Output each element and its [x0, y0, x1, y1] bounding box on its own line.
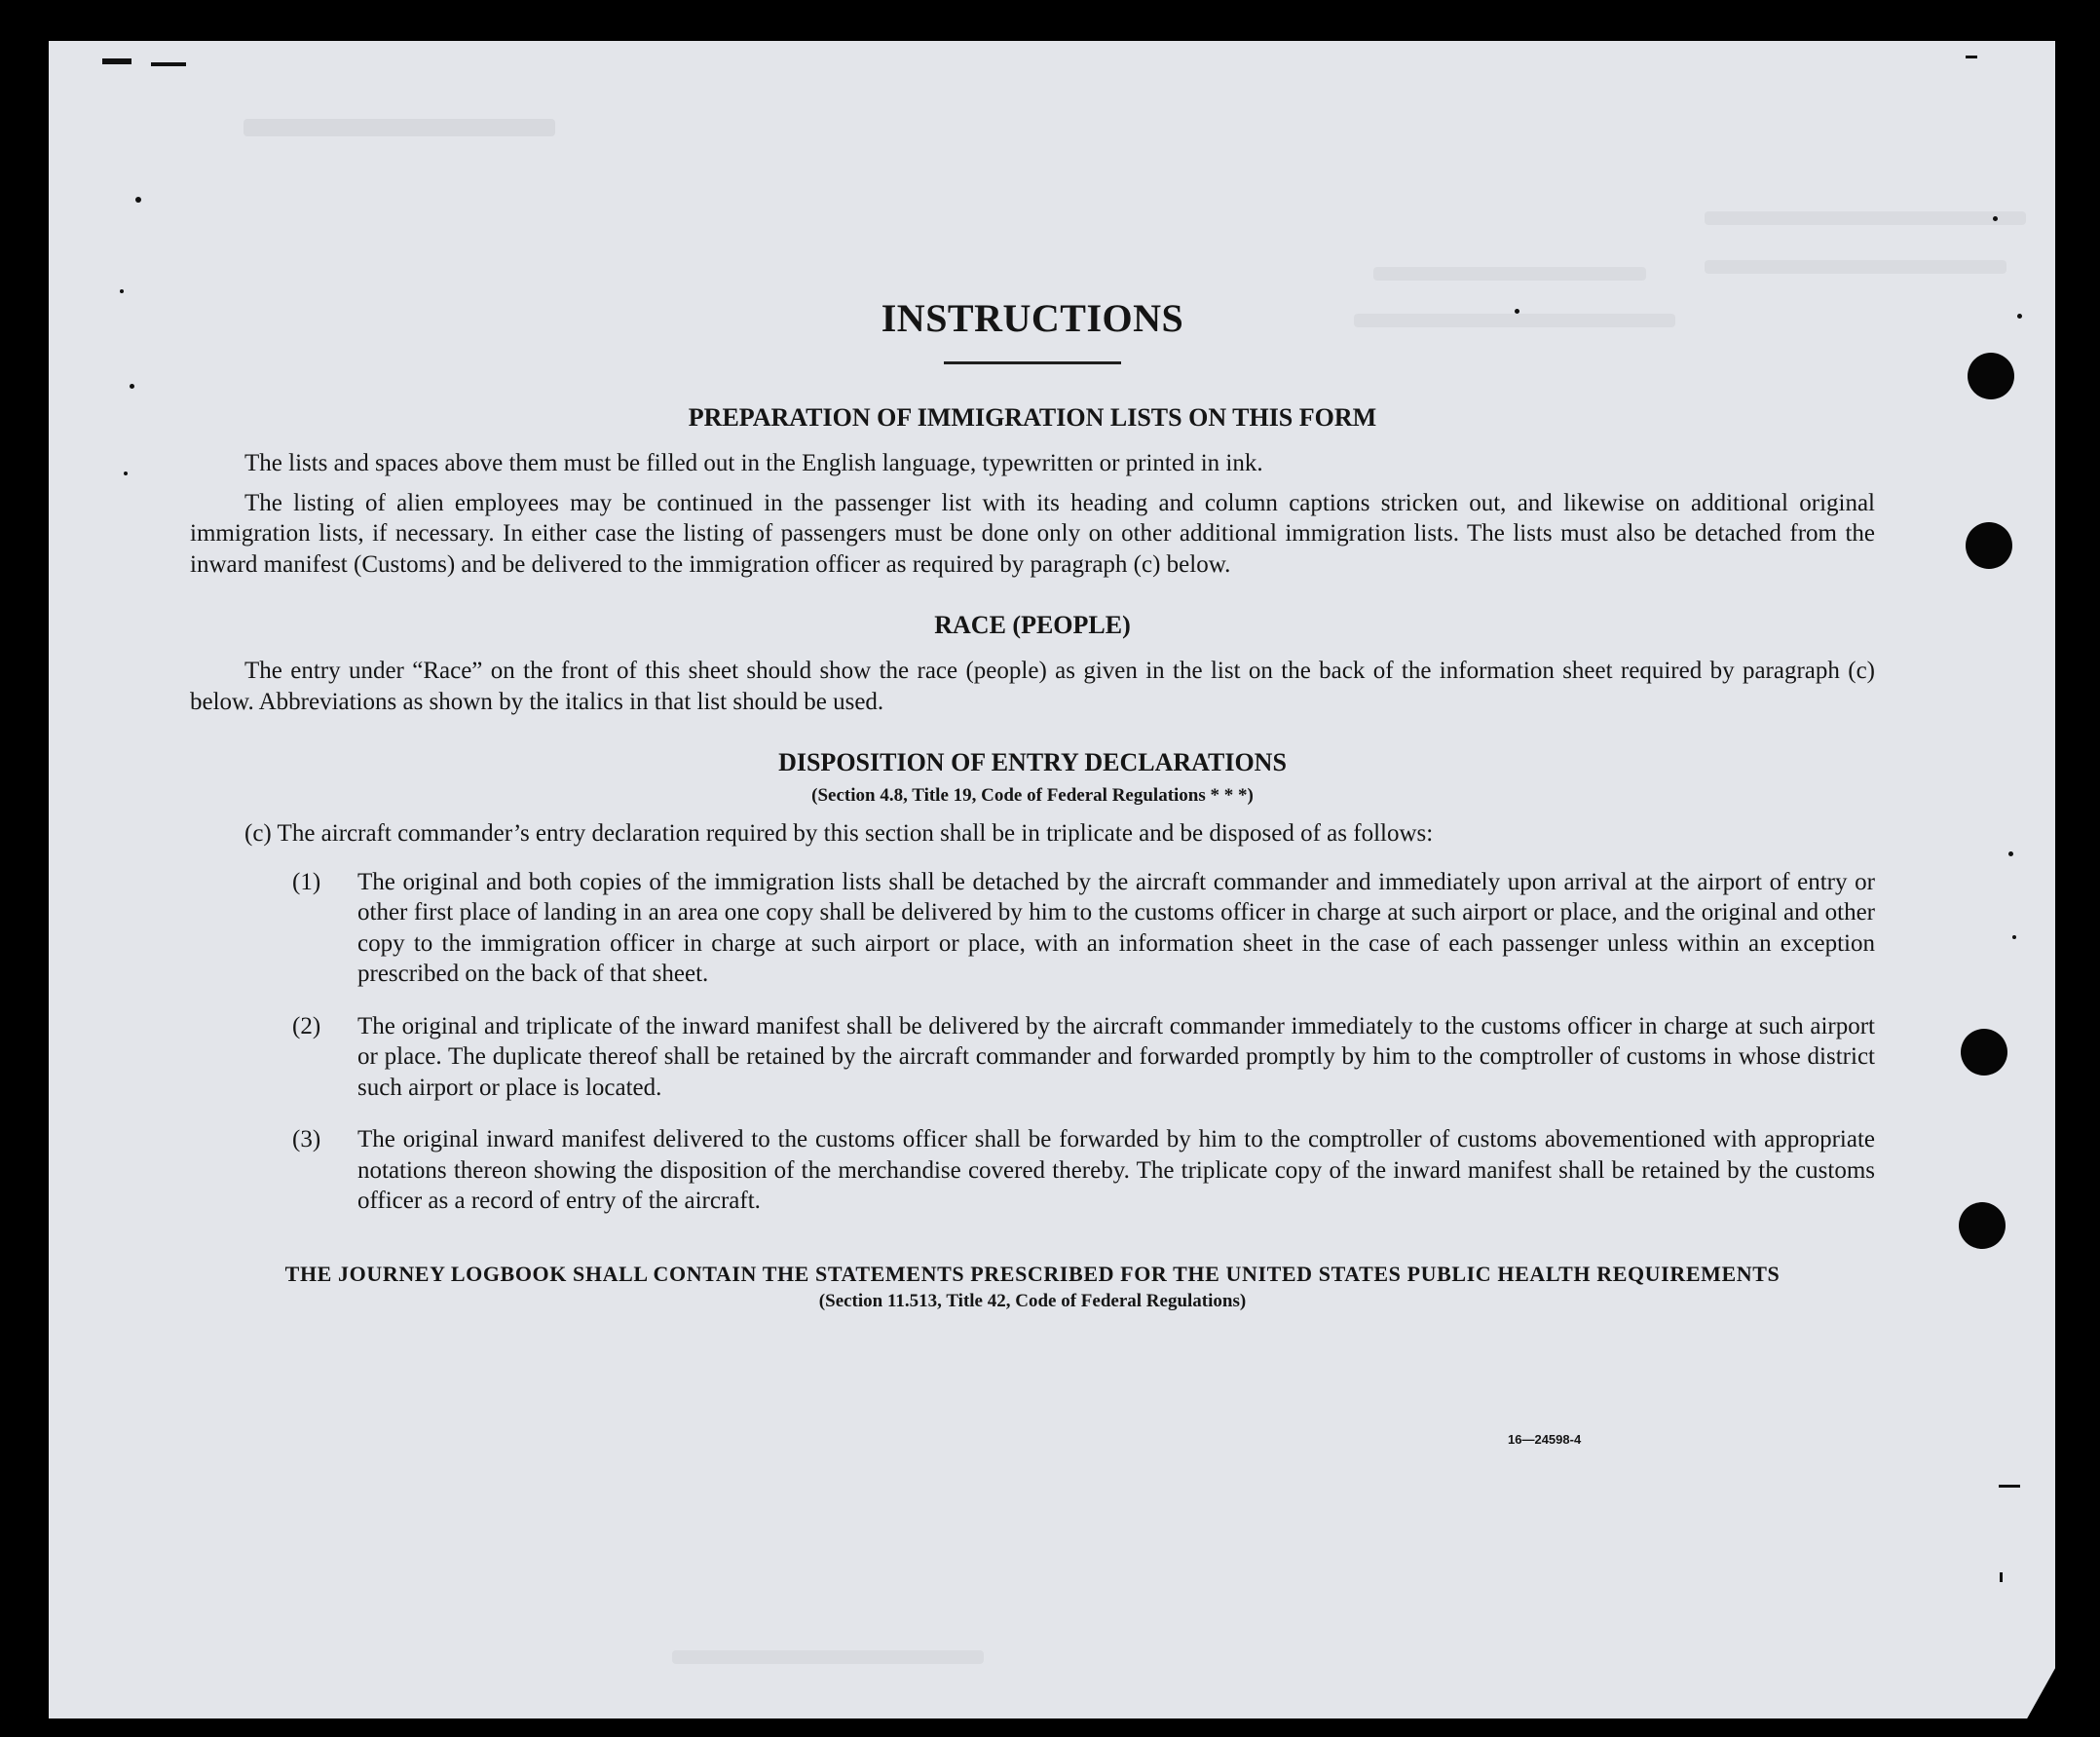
- list-item-number: (1): [292, 868, 321, 895]
- section-heading-disposition: DISPOSITION OF ENTRY DECLARATIONS: [778, 748, 1287, 776]
- list-item: [190, 1011, 1875, 1104]
- scan-mark: [151, 62, 186, 66]
- list-item-text: The original and both copies of the immigration lists shall be detached by the aircraft commander and immediately upon arrival at the airport of entry or other first place of landing in an area one copy shall be delivered by him to the customs officer in charge at such airport or place, and the original and other copy to the immigration officer in charge at such airport or place, with an information sheet in the case of each passenger unless within an exception prescribed on the back of that sheet.: [357, 868, 1875, 987]
- bleed-through-mark: [1705, 211, 2026, 225]
- list-item: [190, 1124, 1875, 1217]
- punch-hole: [1966, 522, 2012, 569]
- document-content: [190, 248, 1875, 1314]
- punch-hole: [1968, 353, 2014, 399]
- list-item-text: The original inward manifest delivered to the customs officer shall be forwarded by him to the comptroller of customs abovementioned with appropriate notations thereon showing the disposition of the merchandise covered thereby. The triplicate copy of the inward manifest shall be retained by the customs officer as a record of entry of the aircraft.: [357, 1126, 1875, 1214]
- list-item: [190, 867, 1875, 990]
- footer-citation: (Section 11.513, Title 42, Code of Federal Regulations): [818, 1290, 1247, 1311]
- scan-speck: [135, 197, 141, 203]
- scan-speck: [2012, 935, 2016, 939]
- list-item-number: (3): [292, 1126, 321, 1152]
- paragraph: The listing of alien employees may be continued in the passenger list with its heading and column captions stricken out, and likewise on additional original immigration lists, if necessary. In either case the listing of passengers must be done only on other additional immigration lists. The lists must also be detached from the inward manifest (Customs) and be delivered to the immigration officer as required by paragraph (c) below.: [190, 489, 1875, 578]
- list-item-text: The original and triplicate of the inward manifest shall be delivered by the aircraft commander immediately to the customs officer in charge at such airport or place. The duplicate thereof shall be retained by the aircraft commander and forwarded promptly by him to the comptroller of customs in whose district such airport or place is located.: [357, 1012, 1875, 1101]
- punch-hole: [1961, 1029, 2007, 1076]
- scan-speck: [2017, 314, 2022, 319]
- scan-speck: [2008, 851, 2013, 856]
- scan-mark: [102, 58, 131, 64]
- title-underline: [944, 361, 1121, 364]
- bleed-through-mark: [244, 119, 555, 136]
- footer-heading: THE JOURNEY LOGBOOK SHALL CONTAIN THE STATEMENTS PRESCRIBED FOR THE UNITED STATES PUBLIC HEALTH REQUIREMENTS: [284, 1261, 1781, 1286]
- scan-mark: [2000, 1572, 2003, 1582]
- page-title: INSTRUCTIONS: [881, 296, 1184, 340]
- scan-speck: [130, 384, 134, 389]
- section-heading-race: RACE (PEOPLE): [934, 611, 1131, 639]
- bleed-through-mark: [672, 1650, 984, 1664]
- scan-speck: [124, 472, 128, 475]
- list-item-number: (2): [292, 1012, 321, 1039]
- paragraph: The entry under “Race” on the front of this sheet should show the race (people) as given in the list on the back of the information sheet required by paragraph (c) below. Abbreviations as shown by the italics in that list should be used.: [190, 658, 1875, 715]
- scan-mark: [1999, 1485, 2020, 1488]
- clause-c: (c) The aircraft commander’s entry declaration required by this section shall be in triplicate and be disposed of as follows:: [244, 820, 1434, 847]
- scan-speck: [1993, 216, 1998, 221]
- punch-hole: [1959, 1202, 2006, 1249]
- scan-mark: [1966, 56, 1977, 58]
- form-number: 16—24598-4: [1508, 1432, 1582, 1447]
- section-heading-preparation: PREPARATION OF IMMIGRATION LISTS ON THIS FORM: [688, 403, 1377, 432]
- paragraph: The lists and spaces above them must be filled out in the English language, typewritten or printed in ink.: [244, 450, 1263, 476]
- section-subheading-citation: (Section 4.8, Title 19, Code of Federal Regulations * * *): [811, 785, 1254, 806]
- scan-speck: [120, 289, 124, 293]
